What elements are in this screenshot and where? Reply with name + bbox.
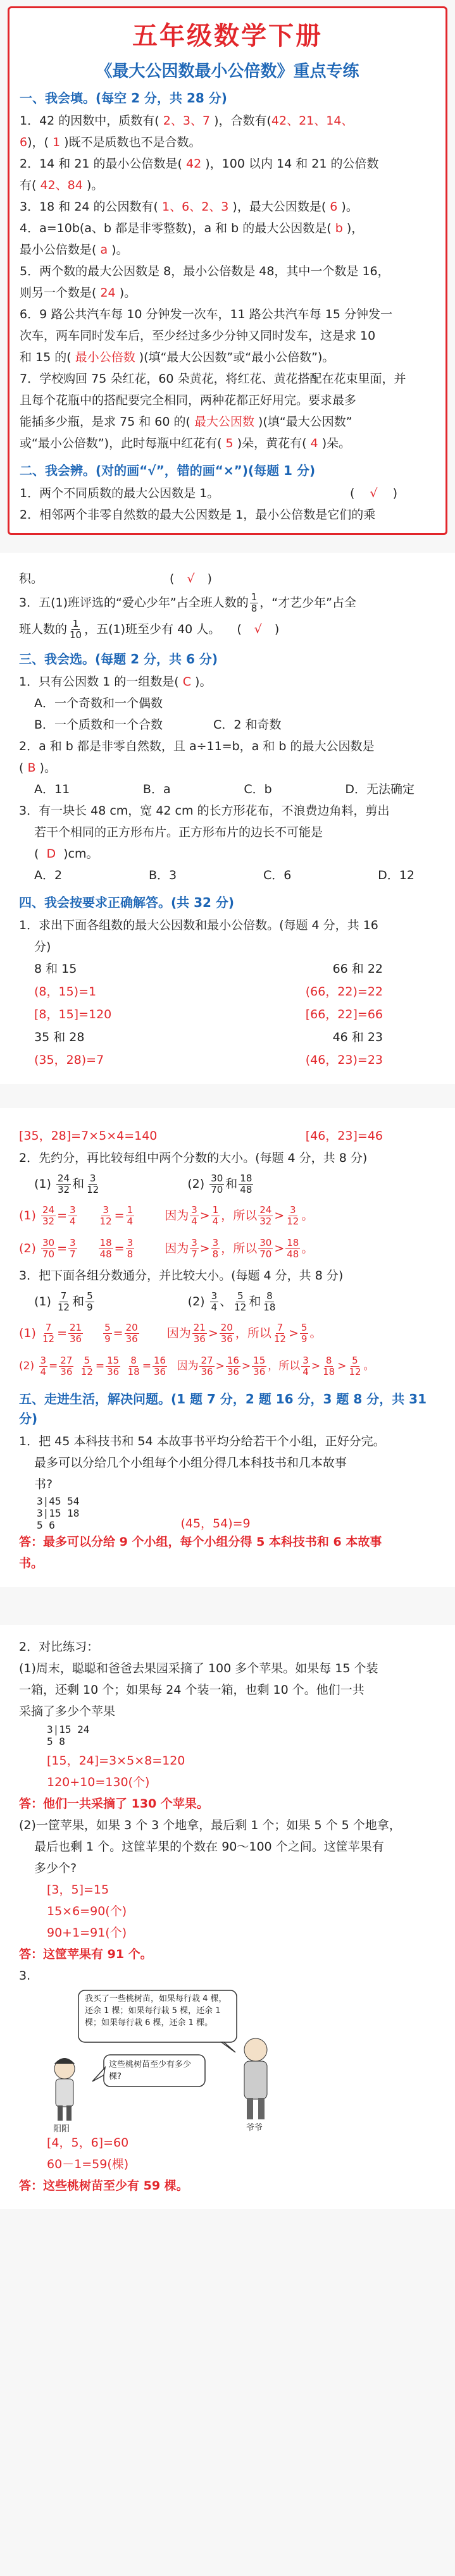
question-2-3-cont: 班人数的 $\frac{1}{10}$ ，五(1)班至少有 40 人。 ( √ ) (19, 618, 280, 641)
speech-bubble-1-tail (221, 2042, 235, 2052)
page-gap (0, 541, 455, 553)
answers-lcm-row-1: [8，15]=120 [66，22]=66 (34, 1008, 383, 1021)
question-1-1-cont: 6)，( 1 )既不是质数也不是合数。 (20, 135, 201, 149)
question-1-7-cont2: 能插多少瓶，是求 75 和 60 的( 最大公因数 )(填“最大公因数” (20, 415, 352, 429)
section-4-heading: 四、我会按要求正确解答。(共 32 分) (19, 895, 235, 910)
question-5-1-cont2: 书? (34, 1477, 53, 1491)
question-5-2-1-cont2: 采摘了多少个苹果 (19, 1704, 116, 1718)
division-5-1 (19, 1495, 440, 1531)
division-row: 5 8 (47, 1735, 65, 1747)
answer-4-2-2: (2) $\frac{30}{70}$ = $\frac{3}{7}$ $\frac{18}{48}$ = $\frac{3}{8}$ 因为 $\frac{3}{7}$ > $\frac{3}{8}$ ，所以 $\frac{30}{70}$ > $\frac{18}{48}$ 。 (19, 1237, 314, 1260)
question-1-2-cont: 有( 42、84 )。 (20, 178, 104, 192)
answer-5-2-1: 答：他们一共采摘了 130 个苹果。 (19, 1797, 209, 1811)
pairs-row-2: 35 和 28 46 和 23 (34, 1030, 383, 1044)
worksheet-page-3 (0, 1108, 455, 1587)
question-5-2: 2．对比练习： (19, 1640, 99, 1654)
worksheet-page-2 (0, 553, 455, 1084)
answer-calc: (45，54)=9 (180, 1517, 251, 1531)
child-label: 阳阳 (53, 2124, 70, 2134)
section-5-heading-cont: 分) (19, 1411, 38, 1426)
answer-5-1: 答：最多可以分给 9 个小组，每个小组分得 5 本科技书和 6 本故事 (19, 1535, 382, 1549)
question-1-5-cont: 则另一个数是( 24 )。 (20, 286, 137, 300)
answer-5-1-cont: 书。 (19, 1556, 44, 1570)
question-1-1: 1．42 的因数中，质数有( 2、3、7 )，合数有(42、21、14、 (20, 114, 354, 128)
question-3-3-cont2: ( D )cm。 (34, 847, 99, 861)
question-5-2-2: (2)一筐苹果，如果 3 个 3 个地拿，最后剩 1 个；如果 5 个 5 个地拿， (19, 1818, 401, 1832)
question-1-5: 5．两个数的最大公因数是 8，最小公倍数是 48，其中一个数是 16， (20, 264, 390, 278)
answer-4-3-2: (2) $\frac{3}{4}$ = $\frac{27}{36}$ $\frac{5}{12}$ = $\frac{15}{36}$ $\frac{8}{18}$ = $\frac{16}{36}$ 因为 $\frac{27}{36}$ > $\frac{16}{36}$ > $\frac{15}{36}$ ，所以 $\frac{3}{4}$ > $\frac{8}{18}$ > $\frac{5}{12}$ 。 (19, 1354, 375, 1377)
question-3-3-cont: 若干个相同的正方形布片。正方形布片的边长不可能是 (34, 825, 323, 839)
answers-gcd-row-1: (8，15)=1 (66，22)=22 (34, 985, 383, 999)
calc-line: 60－1=59(棵) (47, 2157, 129, 2171)
question-1-6: 6．9 路公共汽车每 10 分钟发一次车，11 路公共汽车每 15 分钟发一 (20, 307, 392, 321)
answer-4-2-1: (1) $\frac{24}{32}$ = $\frac{3}{4}$ $\frac{3}{12}$ = $\frac{1}{4}$ 因为 $\frac{3}{4}$ > $\frac{1}{4}$ ，所以 $\frac{24}{32}$ > $\frac{3}{12}$ 。 (19, 1204, 314, 1227)
option-3-1-bc: B．一个质数和一个合数 C．2 和奇数 (34, 718, 282, 732)
question-1-7-cont3: 或“最小公倍数”)，此时每瓶中红花有( 5 )朵，黄花有( 4 )朵。 (20, 436, 351, 450)
question-2-2-cont: 积。 ( √ ) (19, 572, 212, 586)
question-1-7: 7．学校购回 75 朵红花，60 朵黄花，将红花、黄花搭配在花束里面，并 (20, 372, 406, 386)
speech-bubble-1-text: 我买了一些桃树苗，如果每行栽 4 棵，还余 1 棵；如果每行栽 5 棵，还余 1 棵；如果每行栽 6 棵，还余 1 棵。 (85, 1994, 227, 2028)
division-row: 3|45 54 (37, 1495, 80, 1507)
division-row: 5 6 (37, 1519, 55, 1531)
worksheet-page-4 (0, 1625, 455, 2209)
section-3-heading: 三、我会选。(每题 2 分，共 6 分) (19, 651, 218, 667)
question-1-2: 2．14 和 21 的最小公倍数是( 42 )，100 以内 14 和 21 的公倍数 (20, 157, 379, 171)
pairs-row-1: 8 和 15 66 和 22 (34, 962, 383, 976)
section-2-heading: 二、我会辨。(对的画“√”，错的画“×”)(每题 1 分) (20, 463, 316, 478)
illustration (34, 1987, 300, 2132)
worksheet-page-1 (8, 6, 447, 535)
question-5-3: 3. (19, 1969, 31, 1983)
grandpa-figure (244, 2038, 267, 2119)
question-4-2-items: (1) $\frac{24}{32}$ 和 $\frac{3}{12}$ (2) $\frac{30}{70}$ 和 $\frac{18}{48}$ (34, 1173, 252, 1195)
calc-line: 15×6=90(个) (47, 1904, 127, 1918)
calc-line: [3，5]=15 (47, 1883, 109, 1897)
speech-bubble-2-text: 这些桃树苗至少有多少棵? (109, 2060, 192, 2081)
question-5-1: 1．把 45 本科技书和 54 本故事书平均分给若干个小组，正好分完。 (19, 1434, 385, 1448)
answer-5-2-2: 答：这筐苹果有 91 个。 (19, 1947, 153, 1961)
answers-lcm-row-2: [35，28]=7×5×4=140 [46，23]=46 (19, 1129, 383, 1143)
question-5-1-cont: 最多可以分给几个小组每个小组分得几本科技书和几本故事 (34, 1456, 347, 1470)
question-1-3: 3．18 和 24 的公因数有( 1、6、2、3 )，最大公因数是( 6 )。 (20, 200, 358, 214)
speech-bubble-2-tail (92, 2068, 105, 2081)
division-row: 3|15 18 (37, 1507, 80, 1519)
question-5-2-2-cont2: 多少个? (34, 1861, 77, 1875)
question-3-2: 2．a 和 b 都是非零自然数，且 a÷11=b，a 和 b 的最大公因数是 (19, 739, 375, 753)
division-5-2 (19, 1723, 440, 1747)
question-1-6-cont: 次车，两车同时发车后，至少经过多少分钟又同时发车，这是求 10 (20, 329, 376, 343)
answers-gcd-row-2: (35，28)=7 (46，23)=23 (34, 1053, 383, 1067)
grandpa-label: 爷爷 (246, 2123, 263, 2133)
question-3-3: 3．有一块长 48 cm，宽 42 cm 的长方形花布，不浪费边角料，剪出 (19, 804, 390, 818)
worksheet-title: 五年级数学下册 (132, 22, 323, 51)
options-3-2: A．11 B．a C．b D．无法确定 (34, 782, 414, 796)
question-5-2-1-cont: 一箱，还剩 10 个；如果每 24 个装一箱，也剩 10 个。他们一共 (19, 1683, 365, 1697)
section-5-heading: 五、走进生活，解决问题。(1 题 7 分，2 题 16 分，3 题 8 分，共 31 (19, 1391, 427, 1407)
worksheet-subtitle: 《最大公因数最小公倍数》重点专练 (96, 62, 359, 81)
question-4-1-cont: 分) (34, 940, 51, 954)
option-3-1-a: A．一个奇数和一个偶数 (34, 696, 163, 710)
division-row: 3|15 24 (47, 1723, 90, 1735)
calc-line: [4，5，6]=60 (47, 2136, 129, 2150)
child-figure (54, 2058, 75, 2121)
question-4-2: 2．先约分，再比较每组中两个分数的大小。(每题 4 分，共 8 分) (19, 1151, 368, 1165)
page-gap (0, 1084, 455, 1108)
answer-4-3-1: (1) $\frac{7}{12}$ = $\frac{21}{36}$ $\frac{5}{9}$ = $\frac{20}{36}$ 因为 $\frac{21}{36}$ > $\frac{20}{36}$ ，所以 $\frac{7}{12}$ > $\frac{5}{9}$ 。 (19, 1322, 322, 1345)
question-1-4: 4．a=10b(a、b 都是非零整数)，a 和 b 的最大公因数是( b )， (20, 221, 364, 235)
question-4-3-items: (1) $\frac{7}{12}$ 和 $\frac{5}{9}$ (2) $\frac{3}{4}$ 、 $\frac{5}{12}$ 和 $\frac{8}{18}$ (34, 1290, 276, 1313)
question-4-3: 3．把下面各组分数通分，并比较大小。(每题 4 分，共 8 分) (19, 1269, 344, 1283)
question-5-2-1: (1)周末，聪聪和爸爸去果园采摘了 100 多个苹果。如果每 15 个装 (19, 1661, 378, 1675)
question-2-3: 3．五(1)班评选的“爱心少年”占全班人数的 $\frac{1}{8}$ ，“才艺少年”占全 (19, 591, 356, 614)
question-1-6-cont2: 和 15 的( 最小公倍数 )(填“最大公因数”或“最小公倍数”)。 (20, 350, 335, 364)
question-4-1: 1．求出下面各组数的最大公因数和最小公倍数。(每题 4 分，共 16 (19, 918, 378, 932)
calc-line: 90+1=91(个) (47, 1926, 127, 1940)
question-3-2-cont: ( B )。 (19, 761, 56, 775)
calc-line: 120+10=130(个) (47, 1775, 150, 1789)
answer-5-3: 答：这些桃树苗至少有 59 棵。 (19, 2179, 189, 2193)
question-2-1: 1．两个不同质数的最大公因数是 1。 ( √ ) (20, 486, 397, 500)
section-1-heading: 一、我会填。(每空 2 分，共 28 分) (20, 90, 227, 106)
question-3-1: 1．只有公因数 1 的一组数是( C )。 (19, 675, 212, 689)
calc-line: [15，24]=3×5×8=120 (47, 1754, 185, 1768)
question-1-7-cont: 且每个花瓶中的搭配要完全相同，两种花都正好用完。要求最多 (20, 393, 357, 407)
page-gap (0, 1587, 455, 1625)
question-2-2: 2．相邻两个非零自然数的最大公因数是 1，最小公倍数是它们的乘 (20, 508, 376, 522)
question-5-2-2-cont: 最后也剩 1 个。这筐苹果的个数在 90～100 个之间。这筐苹果有 (34, 1840, 384, 1854)
options-3-3: A．2 B．3 C．6 D．12 (34, 868, 414, 882)
question-1-4-cont: 最小公倍数是( a )。 (20, 243, 128, 257)
